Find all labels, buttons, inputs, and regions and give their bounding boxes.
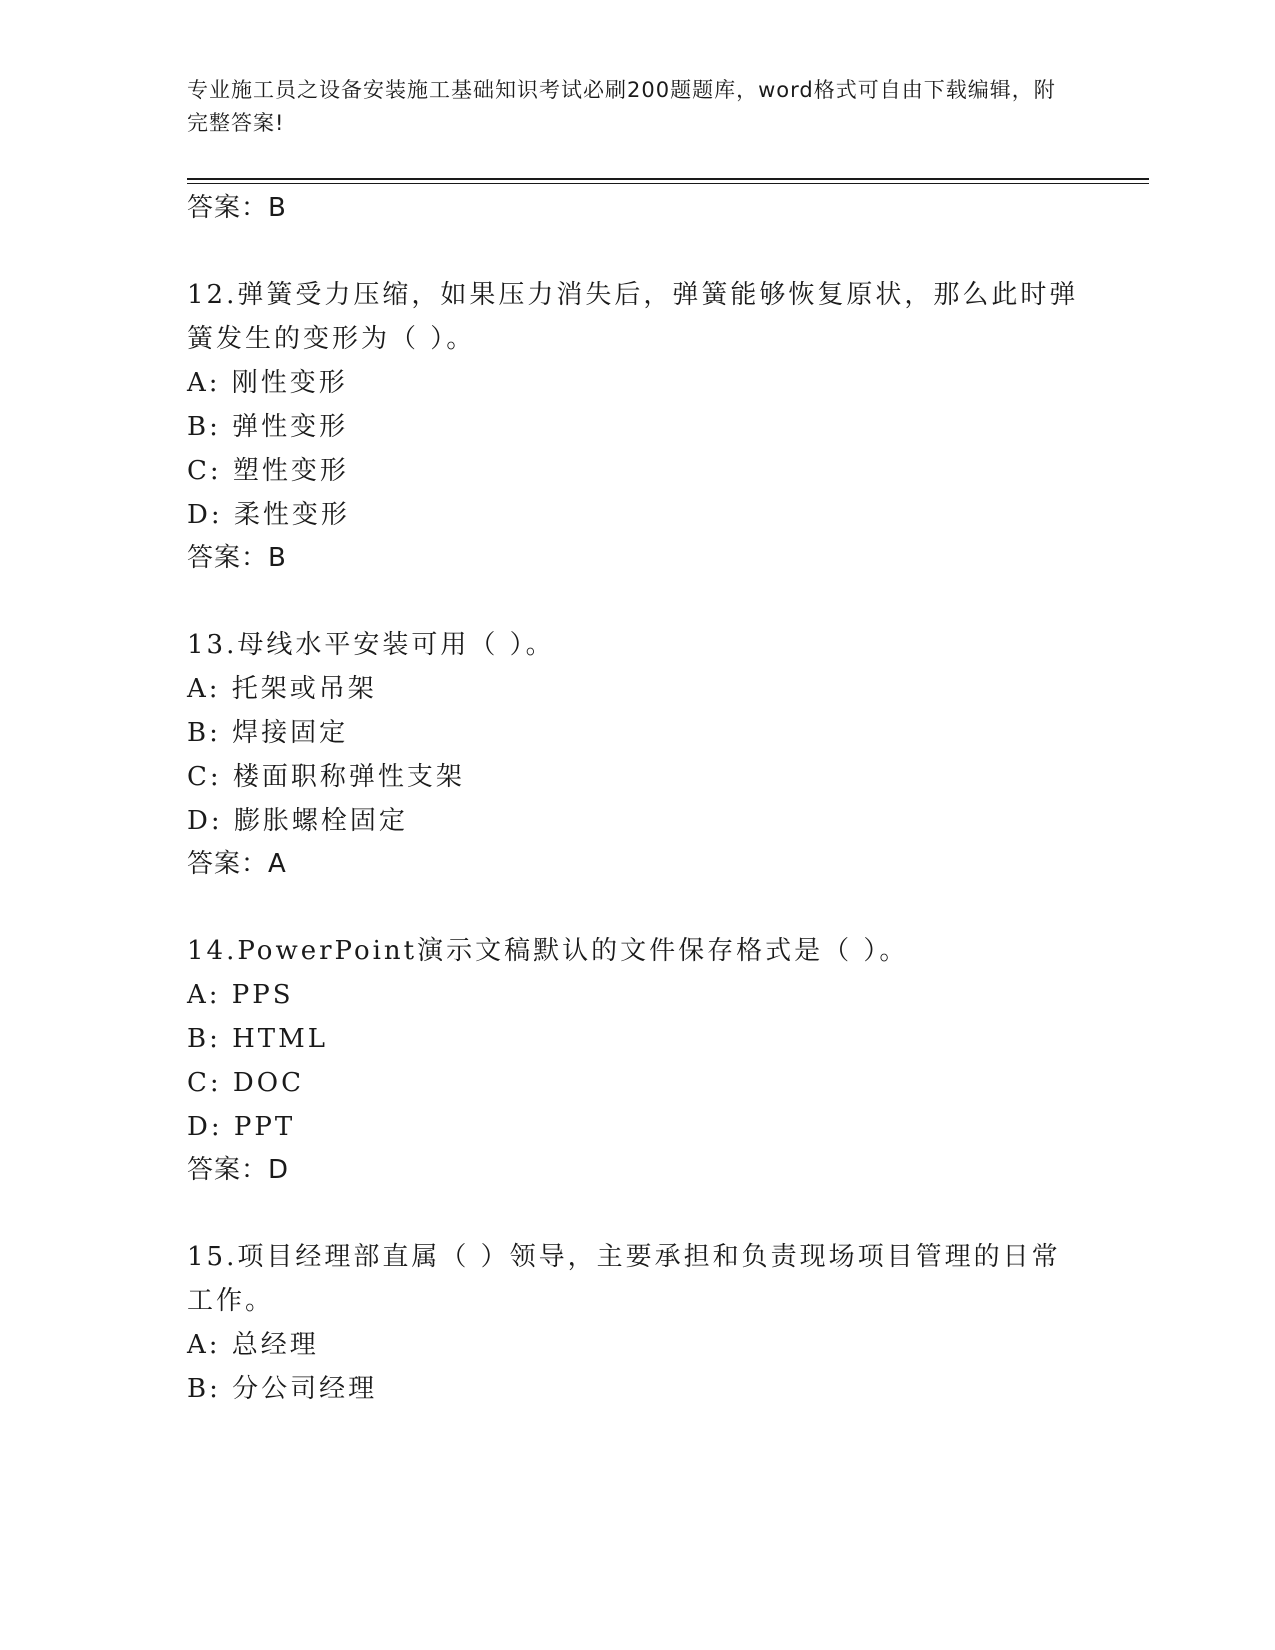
question-14-option-c: C: DOC bbox=[187, 1068, 304, 1098]
question-14-text-line-1: 14.PowerPoint演示文稿默认的文件保存格式是（ ）。 bbox=[187, 936, 909, 966]
question-12-option-b: B: 弹性变形 bbox=[187, 412, 349, 442]
question-14-option-b: B: HTML bbox=[187, 1024, 329, 1054]
question-12-option-d: D: 柔性变形 bbox=[187, 500, 350, 530]
question-15-text-line-1: 15.项目经理部直属（ ）领导，主要承担和负责现场项目管理的日常 bbox=[187, 1242, 1061, 1272]
question-15-option-b: B: 分公司经理 bbox=[187, 1374, 378, 1404]
question-13-answer: 答案：A bbox=[187, 849, 287, 879]
question-15-text-line-2: 工作。 bbox=[187, 1286, 275, 1316]
question-12-text-line-1: 12.弹簧受力压缩，如果压力消失后，弹簧能够恢复原状，那么此时弹 bbox=[187, 280, 1079, 310]
question-14-answer: 答案：D bbox=[187, 1155, 290, 1185]
header-divider bbox=[187, 178, 1149, 180]
question-13-text-line-1: 13.母线水平安装可用（ ）。 bbox=[187, 630, 555, 660]
question-12-option-a: A: 刚性变形 bbox=[187, 368, 348, 398]
document-header: 专业施工员之设备安装施工基础知识考试必刷200题题库，word格式可自由下载编辑，附完整答案! bbox=[187, 78, 1056, 135]
question-13-option-d: D: 膨胀螺栓固定 bbox=[187, 806, 408, 836]
question-15-option-a: A: 总经理 bbox=[187, 1330, 319, 1360]
answer-line: 答案：B bbox=[187, 193, 287, 223]
question-12-answer: 答案：B bbox=[187, 543, 287, 573]
question-13-option-a: A: 托架或吊架 bbox=[187, 674, 377, 704]
question-13-option-c: C: 楼面职称弹性支架 bbox=[187, 762, 465, 792]
header-divider-thin bbox=[187, 183, 1149, 184]
question-13-option-b: B: 焊接固定 bbox=[187, 718, 349, 748]
question-12-text-line-2: 簧发生的变形为（ ）。 bbox=[187, 324, 476, 354]
question-14-option-d: D: PPT bbox=[187, 1112, 296, 1142]
question-12-option-c: C: 塑性变形 bbox=[187, 456, 349, 486]
question-14-option-a: A: PPS bbox=[187, 980, 294, 1010]
